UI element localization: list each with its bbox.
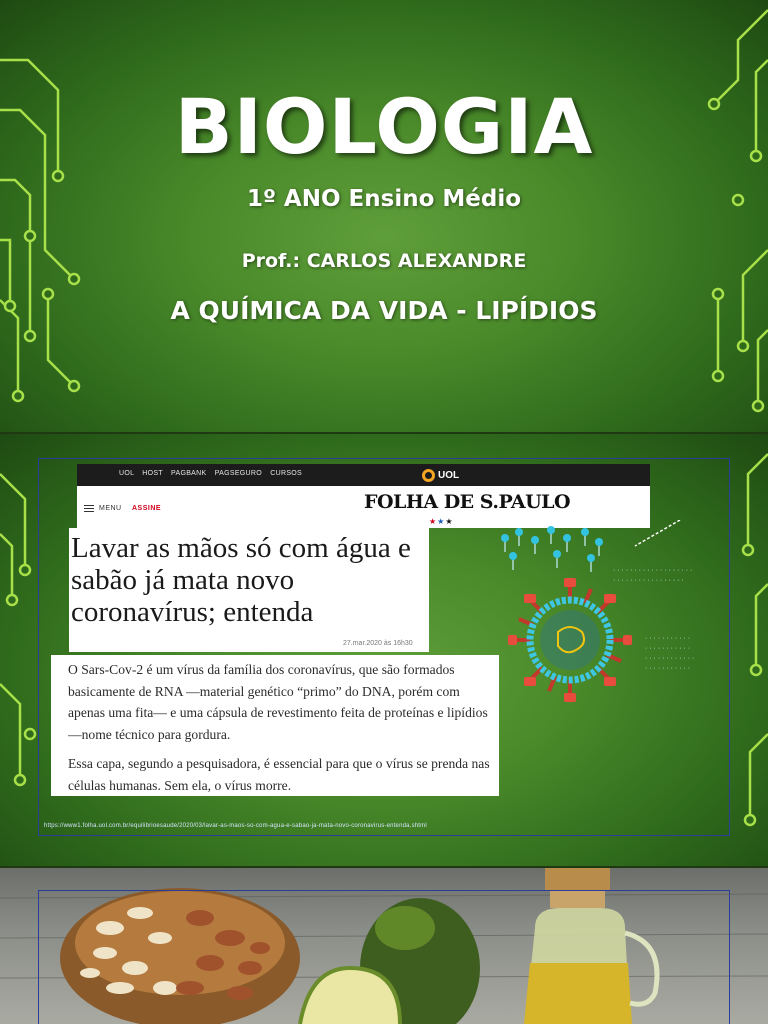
slide-title: BIOLOGIA	[174, 82, 594, 171]
headline-line: Lavar as mãos só com água e	[71, 532, 411, 564]
news-excerpt	[51, 655, 499, 796]
title-slide	[0, 0, 768, 432]
lipid-fragments	[501, 526, 603, 572]
virus-note-top: · · · · · · · · · · · · · · · · · · · · · · · · · · · · · · · · · · · ·	[613, 567, 693, 584]
excerpt-paragraph: Essa capa, segundo a pesquisadora, é essencial para que o vírus se prenda nas células humanas. Sem ela, o vírus morre.	[68, 756, 490, 793]
excerpt-paragraph: O Sars-Cov-2 é um vírus da família dos coronavírus, que são formados basicamente de RNA —material genético “primo” do DNA, porém com apenas uma fita— e uma cápsula de revestimento feita de proteínas e lipídios —nome técnico para gordura.	[68, 662, 488, 742]
content-frame	[38, 890, 730, 1024]
uol-top-bar	[77, 464, 650, 486]
virus-icon	[508, 578, 632, 702]
circuit-decoration-left	[0, 0, 110, 432]
news-date: 27.mar.2020 às 16h30	[343, 640, 413, 647]
grade-subtitle: 1º ANO Ensino Médio	[246, 186, 522, 212]
uol-logo-text: UOL	[438, 469, 460, 481]
lesson-topic: A QUÍMICA DA VIDA - LIPÍDIOS	[170, 296, 598, 325]
source-url: https://www1.folha.uol.com.br/equilibrioesaude/2020/03/lavar-as-maos-so-com-agua-e-sabao-ja-mata-novo-coronavirus-entenda.shtml	[44, 823, 427, 829]
virus-note-bottom: · · · · · · · · · · · · · · · · · · · · · · · · · · · · · · · · · · · · · · · · · · · · ·	[645, 635, 695, 672]
menu-label: MENU	[99, 505, 122, 512]
coronavirus-diagram	[495, 520, 735, 730]
news-headline	[71, 532, 425, 628]
headline-line: coronavírus; entenda	[71, 596, 314, 628]
headline-box	[69, 528, 429, 652]
headline-line: sabão já mata novo	[71, 564, 295, 596]
uol-nav-links: UOL HOST PAGBANK PAGSEGURO CURSOS	[119, 470, 303, 477]
uol-logo	[422, 467, 459, 483]
uol-logo-icon	[422, 469, 435, 482]
arrow-icon	[635, 520, 680, 546]
newspaper-logo: FOLHA DE S.PAULO	[364, 491, 571, 513]
teacher-name: Prof.: CARLOS ALEXANDRE	[241, 250, 527, 272]
hamburger-menu-icon	[84, 505, 94, 512]
assine-label: ASSINE	[132, 505, 162, 512]
newspaper-stars-icon: ★★★	[429, 517, 454, 526]
circuit-decoration-right	[658, 0, 768, 432]
